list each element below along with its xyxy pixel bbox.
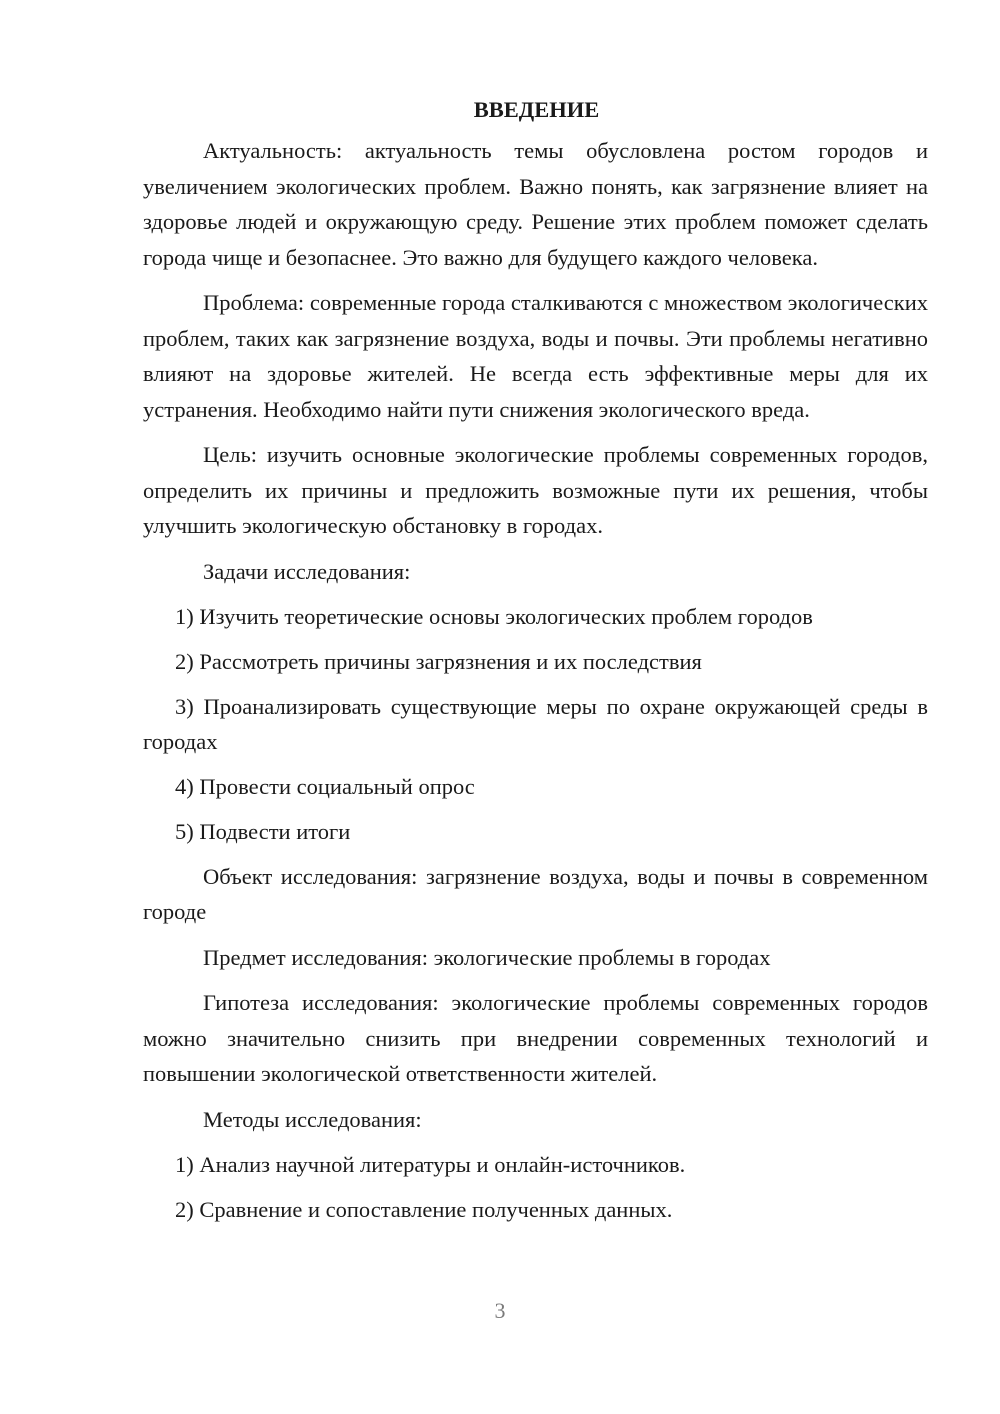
task-item-3: 3) Проанализировать существующие меры по охране окружающей среды в городах xyxy=(143,693,928,754)
problem-paragraph: Проблема: современные города сталкиваются с множеством экологических проблем, таких как загрязнение воздуха, воды и почвы. Эти проблемы негативно влияют на здоровье жителей. Не всегда есть эффективные меры для их устранения. Необходимо найти пути снижения экологического вреда. xyxy=(143,290,928,422)
tasks-label: Задачи исследования: xyxy=(203,558,411,584)
page-number: 3 xyxy=(494,1298,506,1323)
document-page xyxy=(143,92,928,1237)
task-item-5: 5) Подвести итоги xyxy=(175,818,351,844)
task-item-4: 4) Провести социальный опрос xyxy=(175,773,475,799)
relevance-paragraph: Актуальность: актуальность темы обусловлена ростом городов и увеличением экологических проблем. Важно понять, как загрязнение влияет на здоровье людей и окружающую среду. Решение этих проблем поможет сделать города чище и безопаснее. Это важно для будущего каждого человека. xyxy=(143,138,928,270)
task-item-2: 2) Рассмотреть причины загрязнения и их последствия xyxy=(175,648,702,674)
subject-paragraph: Предмет исследования: экологические проблемы в городах xyxy=(203,944,771,970)
object-paragraph: Объект исследования: загрязнение воздуха, воды и почвы в современном городе xyxy=(143,863,928,924)
section-heading: ВВЕДЕНИЕ xyxy=(473,97,600,122)
method-item-2: 2) Сравнение и сопоставление полученных данных. xyxy=(175,1196,673,1222)
method-item-1: 1) Анализ научной литературы и онлайн-источников. xyxy=(175,1151,686,1177)
task-item-1: 1) Изучить теоретические основы экологических проблем городов xyxy=(175,603,813,629)
goal-paragraph: Цель: изучить основные экологические проблемы современных городов, определить их причины и предложить возможные пути их решения, чтобы улучшить экологическую обстановку в городах. xyxy=(143,442,928,538)
methods-label: Методы исследования: xyxy=(203,1106,422,1132)
hypothesis-paragraph: Гипотеза исследования: экологические проблемы современных городов можно значительно снизить при внедрении современных технологий и повышении экологической ответственности жителей. xyxy=(143,990,928,1086)
